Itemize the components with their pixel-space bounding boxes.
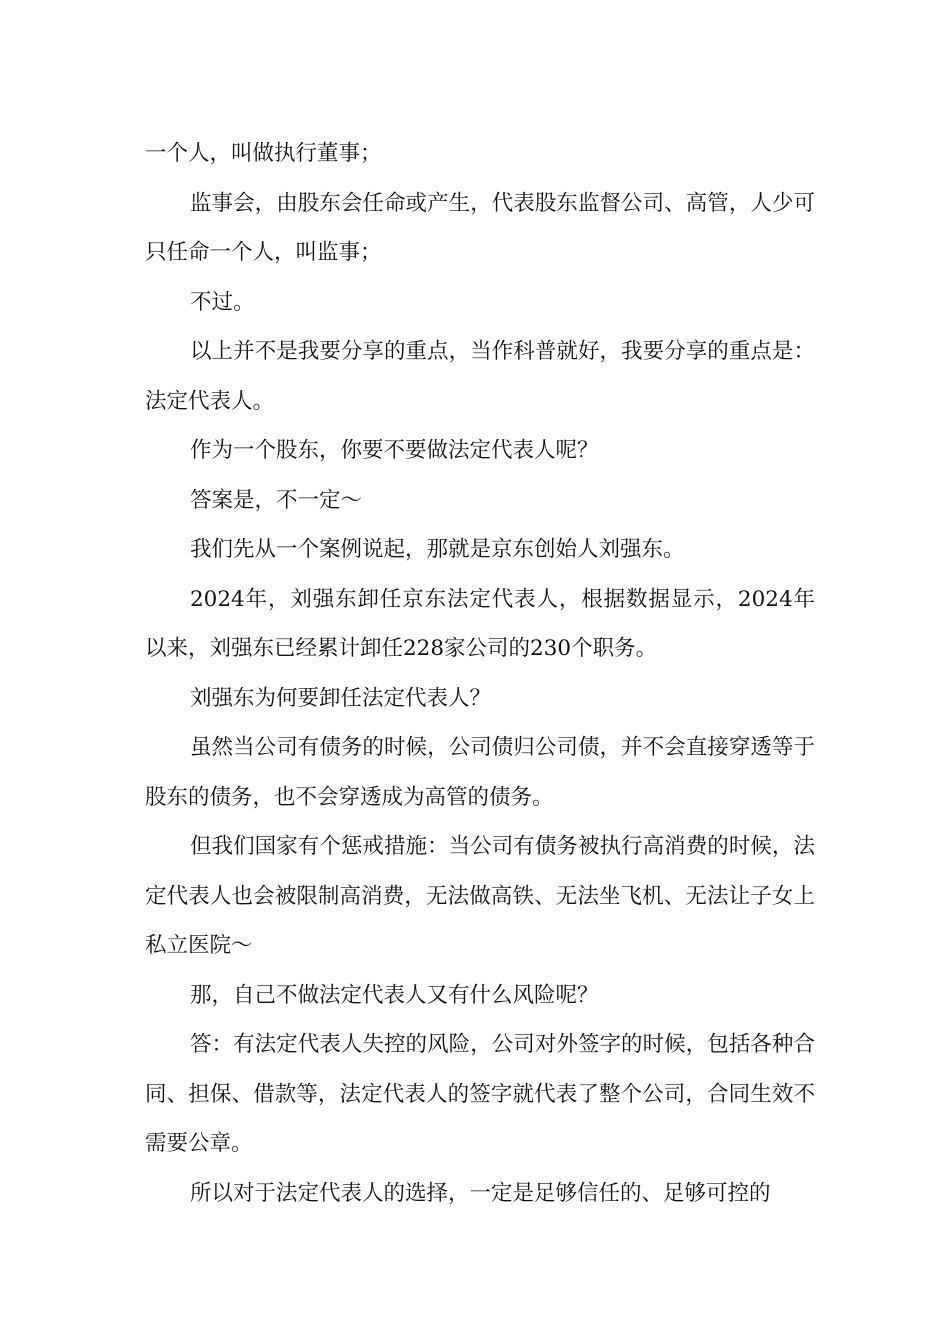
paragraph: 答案是，不一定～ xyxy=(190,487,363,513)
paragraph: 但我们国家有个惩戒措施：当公司有债务被执行高消费的时候，法定代表人也会被限制高消费，无法做高铁、无法坐飞机、无法让子女上私立医院～ xyxy=(145,834,815,958)
document-body xyxy=(145,129,815,1218)
paragraph: 答：有法定代表人失控的风险，公司对外签字的时候，包括各种合同、担保、借款等，法定代表人的签字就代表了整个公司，合同生效不需要公章。 xyxy=(145,1032,815,1156)
paragraph: 以上并不是我要分享的重点，当作科普就好，我要分享的重点是：法定代表人。 xyxy=(145,339,815,414)
paragraph-continuation: 一个人，叫做执行董事； xyxy=(145,141,382,166)
paragraph: 虽然当公司有债务的时候，公司债归公司债，并不会直接穿透等于股东的债务，也不会穿透成为高管的债务。 xyxy=(145,735,815,810)
paragraph: 那，自己不做法定代表人又有什么风险呢？ xyxy=(190,982,599,1008)
paragraph: 作为一个股东，你要不要做法定代表人呢？ xyxy=(190,438,599,463)
paragraph: 2024年，刘强东卸任京东法定代表人，根据数据显示，2024年以来，刘强东已经累计卸任228家公司的230个职务。 xyxy=(145,586,815,661)
paragraph: 我们先从一个案例说起，那就是京东创始人刘强东。 xyxy=(190,537,685,562)
paragraph: 监事会，由股东会任命或产生，代表股东监督公司、高管，人少可只任命一个人，叫监事； xyxy=(145,190,815,265)
paragraph: 刘强东为何要卸任法定代表人？ xyxy=(190,685,492,711)
paragraph: 所以对于法定代表人的选择，一定是足够信任的、足够可控的 xyxy=(190,1180,771,1206)
paragraph: 不过。 xyxy=(190,289,255,315)
